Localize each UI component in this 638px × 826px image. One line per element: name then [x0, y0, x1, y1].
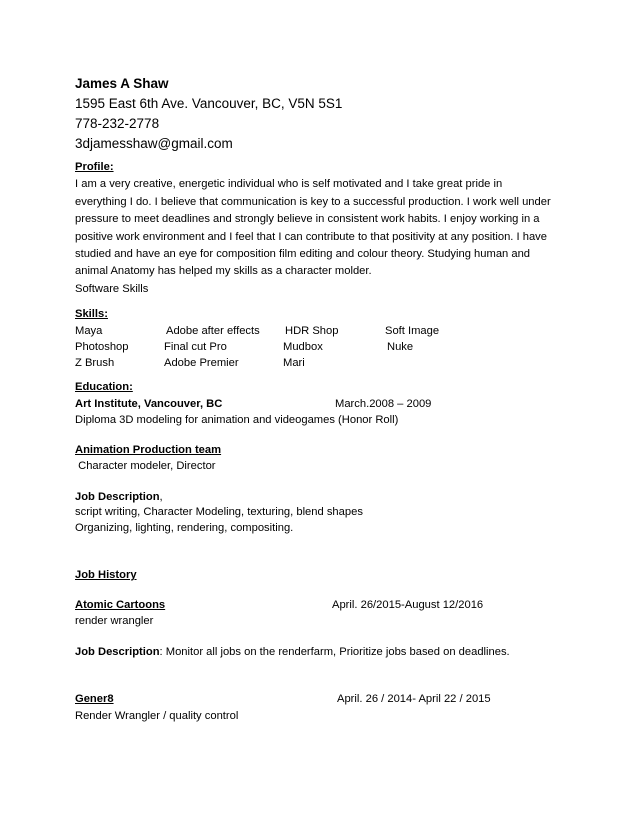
job-description-heading: Job Description — [75, 491, 160, 503]
education-diploma: Diploma 3D modeling for animation and videogames (Honor Roll) — [75, 414, 399, 426]
profile-line: animal Anatomy has helped my skills as a character molder. — [75, 265, 372, 277]
education-heading: Education: — [75, 381, 133, 393]
job-description-line-item — [75, 646, 510, 659]
skill-item: Mudbox — [283, 341, 323, 353]
contact-address: 1595 East 6th Ave. Vancouver, BC, V5N 5S1 — [75, 96, 343, 111]
profile-line: positive work environment and I feel that I can contribute to that positivity at any position. I have — [75, 231, 547, 243]
animation-team-role: Character modeler, Director — [75, 460, 216, 472]
job-role: render wrangler — [75, 615, 154, 627]
skill-item: HDR Shop — [285, 325, 339, 337]
profile-heading: Profile: — [75, 161, 114, 173]
profile-line: I am a very creative, energetic individual who is self motivated and I take great pride in — [75, 178, 503, 190]
contact-email: 3djamesshaw@gmail.com — [75, 136, 233, 151]
job-dates: April. 26 / 2014- April 22 / 2015 — [337, 693, 491, 705]
animation-team-heading: Animation Production team — [75, 444, 222, 456]
job-desc-label: Job Description — [75, 646, 160, 658]
contact-name: James A Shaw — [75, 76, 169, 91]
skill-item: Adobe after effects — [166, 325, 260, 337]
skill-item: Z Brush — [75, 357, 115, 369]
job-description-line: script writing, Character Modeling, texturing, blend shapes — [75, 506, 363, 518]
job-role: Render Wrangler / quality control — [75, 710, 239, 722]
contact-phone: 778-232-2778 — [75, 116, 160, 131]
job-company: Gener8 — [75, 693, 114, 705]
profile-line: studied and have an eye for composition film editing and colour theory. Studying human and — [75, 248, 531, 260]
job-dates: April. 26/2015-August 12/2016 — [332, 599, 484, 611]
profile-line: Software Skills — [75, 283, 149, 295]
profile-line: pressure to meet deadlines and strongly believe in consistent work habits. I enjoy working in a — [75, 213, 540, 225]
skill-item: Soft Image — [385, 325, 440, 337]
job-desc-text: : Monitor all jobs on the renderfarm, Prioritize jobs based on deadlines. — [159, 646, 510, 658]
skill-item: Adobe Premier — [164, 357, 239, 369]
education-dates: March.2008 – 2009 — [335, 398, 432, 410]
job-description-line: Organizing, lighting, rendering, compositing. — [75, 522, 294, 534]
job-company: Atomic Cartoons — [75, 599, 166, 611]
skill-item: Final cut Pro — [164, 341, 227, 353]
job-description-heading-line — [75, 491, 163, 504]
skills-heading: Skills: — [75, 308, 108, 320]
skill-item: Photoshop — [75, 341, 129, 353]
skill-item: Maya — [75, 325, 103, 337]
profile-line: everything I do. I believe that communication is key to a successful production. I work well under — [75, 196, 551, 208]
skill-item: Mari — [283, 357, 305, 369]
job-history-heading: Job History — [75, 569, 137, 581]
skill-item: Nuke — [387, 341, 414, 353]
job-description-heading-suffix: , — [159, 491, 163, 503]
education-school: Art Institute, Vancouver, BC — [75, 398, 223, 410]
